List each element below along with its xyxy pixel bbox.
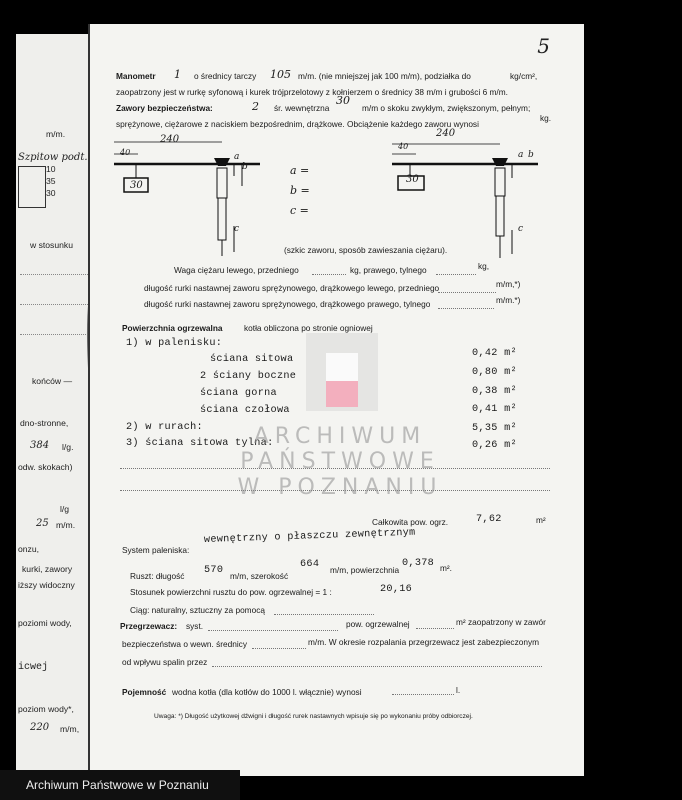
left-short: 40 [120,148,131,157]
right-mark-b: b [528,150,534,160]
przegrzewacz-line2b: m/m. W okresie rozpalania przegrzewacz jest zabezpieczonym [308,637,540,647]
prev-220: 220 [30,722,50,733]
row-value: 0,41 m² [472,404,517,415]
archive-logo-watermark [306,333,378,411]
legend-b: b = [290,184,310,197]
item-rury: 2) w rurach: [126,422,203,433]
prev-skokach: odw. skokach) [18,462,73,472]
przegrzewacz-line2a: bezpieczeństwa o wewn. średnicy [122,639,247,649]
prev-mm3: m/m, [60,724,80,734]
row-value: 0,80 m² [472,367,517,378]
pojemnosc-unit: l. [456,685,461,695]
ruszt-unit: m². [440,563,452,573]
right-mark-c: c [518,224,524,234]
fill-line [208,630,338,631]
prev-kurki: kurki, zawory [22,564,73,574]
manometr-unit: kg/cm², [510,71,538,81]
zawory-diameter: 30 [336,94,350,107]
weights-line3-unit: m/m.*) [496,295,521,305]
fill-line [438,308,494,309]
page-number: 5 [537,34,550,58]
diagram-caption: (szkic zaworu, sposób zawieszania ciężaru). [284,245,448,255]
subtotal-value: 5,35 m² [472,423,517,434]
left-length: 240 [160,134,180,145]
fill-line [438,292,496,293]
prev-poziom: poziom wody*, [18,704,74,714]
prev-r3: 30 [46,188,56,198]
zawory-label: Zawory bezpieczeństwa: [116,103,213,113]
prev-mm: m/m. [46,129,66,139]
prev-header: Szpitow podt. [18,152,88,163]
palenisko-label: System paleniska: [122,545,190,555]
valve-sketch-left [110,128,290,258]
legend-a: a = [290,164,310,177]
weights-line2-unit: m/m,*) [496,279,521,289]
legend-c: c = [290,204,309,217]
prev-lg2: l/g [60,504,70,514]
palenisko-value: wewnętrzny o płaszczu zewnętrznym [203,527,416,546]
przegrzewacz-label: Przegrzewacz: [120,621,178,631]
ciag-text: Ciąg: naturalny, sztuczny za pomocą [130,605,265,615]
row-name: ściana gorna [200,388,277,399]
fill-line [312,274,346,275]
row-value: 0,38 m² [472,386,517,397]
prev-mm2: m/m. [56,520,76,530]
left-mark-a: a [234,152,240,162]
weights-line2: długość rurki nastawnej zaworu sprężynowego, drążkowego lewego, przedniego [144,283,440,293]
prev-stosunku: w stosunku [30,240,73,250]
przegrzewacz-line1c: m² zaopatrzony w zawór [456,617,546,627]
archive-footer: Archiwum Państwowe w Poznaniu [0,770,240,800]
left-mark-c: c [234,224,240,234]
archive-watermark [150,424,530,500]
przegrzewacz-line3: od wpływu spalin przez [122,657,208,667]
prev-r1: 10 [46,164,56,174]
right-length: 240 [436,128,456,139]
fill-line [212,666,542,667]
prev-r2: 35 [46,176,56,186]
total-value: 7,62 [476,514,502,525]
manometr-text2: m/m. (nie mniejszej jak 100 m/m), podziałka do [298,71,471,81]
prev-strone: dno-stronne, [20,418,69,428]
ruszt-text2: m/m, szerokość [230,571,289,581]
fill-line [416,628,454,629]
weights-line3: długość rurki nastawnej zaworu sprężynowego, drążkowego prawego, tylnego [144,299,431,309]
left-weight: 30 [130,180,143,191]
prev-koncow: końców — [32,376,73,386]
fill-line [252,648,306,649]
row-name: ściana czołowa [200,405,290,416]
manometr-label: Manometr [116,71,156,81]
zawory-text2: m/m o skoku zwykłym, zwiększonym, pełnym; [362,103,531,113]
uwaga-note: Uwaga: *) Długość użytkowej dźwigni i długość rurek nastawnych wpisuje się po wykonaniu próby odbiorczej. [154,713,473,720]
prev-onzu: onzu, [18,544,40,554]
manometr-diameter: 105 [270,68,291,81]
fill-line [392,694,454,695]
item-palenisko: 1) w palenisku: [126,338,223,349]
total-unit: m² [536,515,546,525]
row-name: 2 ściany boczne [200,371,297,382]
fill-line [274,614,374,615]
stosunek-label: Stosunek powierzchni rusztu do pow. ogrzewalnej = 1 : [130,587,332,597]
weights-line1a: Waga ciężaru lewego, przedniego [174,265,299,275]
powierzchnia-label: Powierzchnia ogrzewalna [122,323,223,333]
zawory-line2: sprężynowe, ciężarowe z naciskiem bezpośrednim, drążkowe. Obciążenie każdego zaworu wynosi [116,119,479,129]
manometr-line2: zaopatrzony jest w rurkę syfonową i kurek trójprzelotowy z kołnierzem o średnicy 38 m/m i grubości 6 m/m. [116,87,508,97]
item-sciana-tylna: 3) ściana sitowa tylna: [126,438,274,449]
watermark-line1: ARCHIWUM PAŃSTWOWE [240,424,440,475]
pojemnosc-label: Pojemność [122,687,167,697]
prev-25: 25 [36,518,49,529]
pojemnosc-text: wodna kotła (dla kotłów do 1000 l. włącznie) wynosi [172,687,362,697]
zawory-unit: kg. [540,113,552,123]
total-label: Całkowita pow. ogrz. [372,517,449,527]
prev-lewej: icwej [18,662,49,673]
row-value: 0,42 m² [472,348,517,359]
przegrzewacz-line1a: syst. [186,621,204,631]
prev-table [18,166,46,208]
zawory-count: 2 [252,100,259,113]
ruszt-width: 664 [300,559,320,570]
ruszt-length: 570 [204,565,224,576]
right-mark-a: a [518,150,524,160]
watermark-line2: W POZNANIU [237,474,443,500]
prev-384: 384 [30,440,50,451]
prev-wody: poziomi wody, [18,618,72,628]
manometr-count: 1 [174,68,181,81]
ruszt-label: Ruszt: długość [130,571,185,581]
weights-line1c: kg, [478,261,490,271]
prev-lg: l/g. [62,442,74,452]
ruszt-text3: m/m, powierzchnia [330,565,400,575]
item3-value: 0,26 m² [472,440,517,451]
fill-line [436,274,476,275]
stosunek-value: 20,16 [380,584,413,595]
prev-widoczny: iższy widoczny [18,580,75,590]
manometr-text1: o średnicy tarczy [194,71,257,81]
ruszt-area: 0,378 [402,558,435,569]
zawory-text1: śr. wewnętrzna [274,103,330,113]
left-mark-b: b [242,162,248,172]
row-name: ściana sitowa [210,354,294,365]
powierzchnia-text: kotła obliczona po stronie ogniowej [244,323,373,333]
right-weight: 30 [406,174,419,185]
right-short: 40 [398,142,409,151]
przegrzewacz-line1b: pow. ogrzewalnej [346,619,410,629]
weights-line1b: kg, prawego, tylnego [350,265,427,275]
